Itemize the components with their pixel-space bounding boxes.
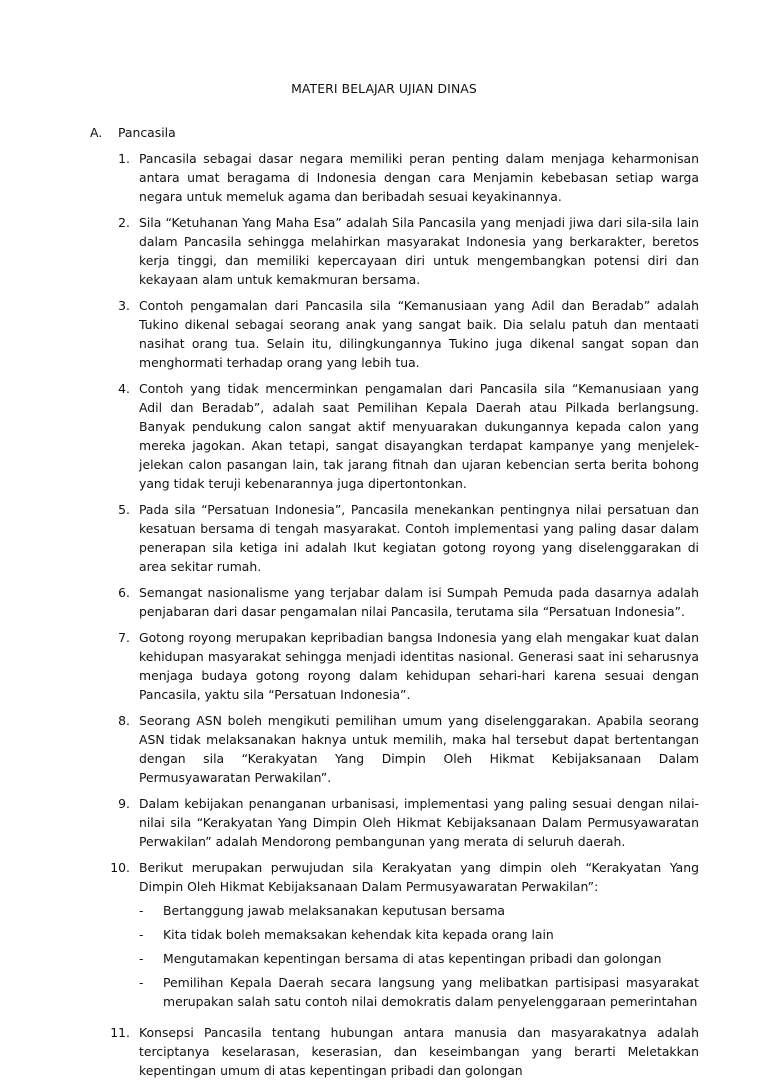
item-text: Konsepsi Pancasila tentang hubungan antara manusia dan masyarakatnya adalah terciptanya keselarasan, keserasian, dan keseimbangan yang berarti Meletakkan kepentingan umum di atas kepentingan pribadi dan golongan bbox=[139, 1025, 699, 1078]
item-text: Dalam kebijakan penanganan urbanisasi, implementasi yang paling sesuai dengan nilai-nilai sila “Kerakyatan Yang Dimpin Oleh Hikmat Kebijaksanaan Dalam Permusyawaratan Perwakilan” adalah Mendorong pembangunan yang merata di seluruh daerah. bbox=[139, 796, 699, 849]
item-number: 8. bbox=[118, 713, 130, 728]
item-text: Pada sila “Persatuan Indonesia”, Pancasila menekankan pentingnya nilai persatuan dan kesatuan bersama di tengah masyarakat. Contoh implementasi yang paling dasar dalam penerapan sila ketiga ini adalah Ikut kegiatan gotong royong yang diselenggarakan di area sekitar rumah. bbox=[139, 502, 699, 574]
sublist-item bbox=[139, 949, 699, 968]
list-item bbox=[90, 149, 730, 206]
dash-bullet: - bbox=[139, 951, 144, 966]
item-text: Contoh yang tidak mencerminkan pengamalan dari Pancasila sila “Kemanusiaan yang Adil dan Beradab”, adalah saat Pemilihan Kepala Daerah atau Pilkada berlangsung. Banyak pendukung calon sangat aktif menyuarakan dukungannya kepada calon yang mereka jagokan. Akan tetapi, sangat disayangkan terdapat kampanye yang menjelek-jelekan calon pasangan lain, tak jarang fitnah dan ujaran kebencian serta berita bohong yang tidak teruji kebenarannya juga dipertontonkan. bbox=[139, 381, 699, 491]
list-item bbox=[90, 628, 730, 704]
sublist-item-text: Mengutamakan kepentingan bersama di atas kepentingan pribadi dan golongan bbox=[163, 951, 662, 966]
sublist-item bbox=[139, 901, 699, 920]
dash-bullet: - bbox=[139, 975, 144, 990]
item-number: 10. bbox=[110, 860, 130, 875]
item-text: Contoh pengamalan dari Pancasila sila “Kemanusiaan yang Adil dan Beradab” adalah Tukino dikenal sebagai seorang anak yang sangat baik. Dia selalu patuh dan mentaati nasihat orang tua. Selain itu, dilingkungannya Tukino juga dikenal sangat sopan dan menghormati terhadap orang yang lebih tua. bbox=[139, 298, 699, 370]
list-item bbox=[90, 213, 730, 289]
item-text: Seorang ASN boleh mengikuti pemilihan umum yang diselenggarakan. Apabila seorang ASN tidak melaksanakan haknya untuk memilih, maka hal tersebut dapat bertentangan dengan sila “Kerakyatan Yang Dimpin Oleh Hikmat Kebijaksanaan Dalam Permusyawaratan Perwakilan”. bbox=[139, 713, 699, 785]
list-item bbox=[90, 379, 730, 493]
section-pancasila bbox=[90, 123, 730, 1087]
sublist-item-text: Kita tidak boleh memaksakan kehendak kita kepada orang lain bbox=[163, 927, 554, 942]
item-text: Berikut merupakan perwujudan sila Kerakyatan yang dimpin oleh “Kerakyatan Yang Dimpin Oleh Hikmat Kebijaksanaan Dalam Permusyawaratan Perwakilan”: bbox=[139, 860, 699, 894]
item-number: 9. bbox=[118, 796, 130, 811]
item-text: Pancasila sebagai dasar negara memiliki peran penting dalam menjaga keharmonisan antara umat beragama di Indonesia dengan cara Menjamin kebebasan setiap warga negara untuk memeluk agama dan beribadah sesuai keyakinannya. bbox=[139, 151, 699, 204]
item-number: 2. bbox=[118, 215, 130, 230]
bullet-sublist bbox=[139, 901, 699, 1011]
sublist-item-text: Pemilihan Kepala Daerah secara langsung yang melibatkan partisipasi masyarakat merupakan salah satu contoh nilai demokratis dalam penyelenggaraan pemerintahan bbox=[163, 975, 699, 1009]
list-item bbox=[90, 500, 730, 576]
item-body bbox=[139, 858, 699, 1016]
section-title: Pancasila bbox=[118, 125, 176, 140]
numbered-list bbox=[90, 149, 730, 1080]
item-text: Sila “Ketuhanan Yang Maha Esa” adalah Sila Pancasila yang menjadi jiwa dari sila-sila lain dalam Pancasila sehingga melahirkan masyarakat Indonesia yang berkarakter, beretos kerja tinggi, dan memiliki kepercayaan diri untuk mengembangkan potensi diri dan kekayaan alam untuk kemakmuran bersama. bbox=[139, 215, 699, 287]
document-title: MATERI BELAJAR UJIAN DINAS bbox=[291, 81, 477, 96]
dash-bullet: - bbox=[139, 903, 144, 918]
item-text: Gotong royong merupakan kepribadian bangsa Indonesia yang elah mengakar kuat dalan kehidupan masyarakat sehingga menjadi identitas nasional. Generasi saat ini seharusnya menjaga budaya gotong royong dalam kehidupan sehari-hari karena sesuai dengan Pancasila, yaktu sila “Persatuan Indonesia”. bbox=[139, 630, 699, 702]
list-item bbox=[90, 583, 730, 621]
item-number: 6. bbox=[118, 585, 130, 600]
item-text: Semangat nasionalisme yang terjabar dalam isi Sumpah Pemuda pada dasarnya adalah penjabaran dari dasar pengamalan nilai Pancasila, terutama sila “Persatuan Indonesia”. bbox=[139, 585, 699, 619]
sublist-item bbox=[139, 925, 699, 944]
list-item bbox=[90, 1023, 730, 1080]
dash-bullet: - bbox=[139, 927, 144, 942]
sublist-item-text: Bertanggung jawab melaksanakan keputusan bersama bbox=[163, 903, 505, 918]
item-number: 7. bbox=[118, 630, 130, 645]
item-number: 5. bbox=[118, 502, 130, 517]
sublist-item bbox=[139, 973, 699, 1011]
item-number: 3. bbox=[118, 298, 130, 313]
item-number: 1. bbox=[118, 151, 130, 166]
list-item bbox=[90, 858, 730, 1016]
section-letter: A. bbox=[90, 125, 103, 140]
section-heading bbox=[90, 123, 730, 142]
list-item bbox=[90, 794, 730, 851]
item-number: 11. bbox=[110, 1025, 130, 1040]
item-number: 4. bbox=[118, 381, 130, 396]
list-item bbox=[90, 711, 730, 787]
list-item bbox=[90, 296, 730, 372]
